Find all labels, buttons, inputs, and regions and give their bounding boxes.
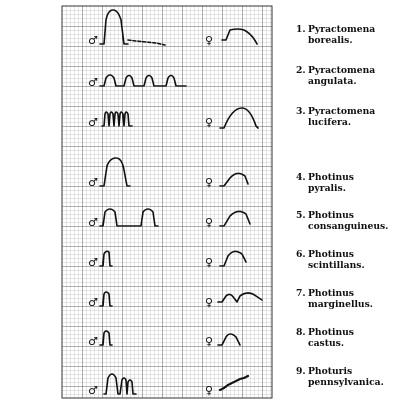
caption-epithet: marginellus. [308, 298, 373, 310]
male-symbol-row-1: ♂ [88, 34, 98, 47]
caption-species-1 [296, 25, 375, 46]
caption-number: 2. [296, 65, 306, 76]
caption-number: 7. [296, 288, 306, 299]
caption-epithet: castus. [308, 337, 345, 349]
caption-epithet: scintillans. [308, 259, 365, 271]
caption-genus: Photinus [308, 249, 354, 260]
caption-genus: Photuris [308, 366, 353, 377]
caption-species-9 [296, 367, 384, 388]
male-symbol-row-4: ♂ [88, 176, 98, 189]
female-symbol-row-5: ♀ [205, 216, 214, 229]
female-symbol-row-4: ♀ [205, 176, 214, 189]
caption-number: 4. [296, 172, 306, 183]
female-symbol-row-7: ♀ [205, 296, 214, 309]
caption-number: 5. [296, 210, 306, 221]
male-symbol-row-5: ♂ [88, 216, 98, 229]
female-symbol-row-1: ♀ [205, 34, 214, 47]
male-symbol-row-6: ♂ [88, 256, 98, 269]
caption-genus: Photinus [308, 327, 354, 338]
caption-genus: Pyractomena [308, 24, 376, 35]
caption-number: 8. [296, 327, 306, 338]
caption-epithet: lucifera. [308, 116, 352, 128]
female-symbol-row-6: ♀ [205, 256, 214, 269]
caption-number: 3. [296, 106, 306, 117]
caption-epithet: borealis. [308, 34, 353, 46]
male-symbol-row-2: ♂ [88, 76, 98, 89]
caption-species-6 [296, 250, 365, 271]
female-symbol-row-9: ♀ [205, 384, 214, 397]
male-symbol-row-9: ♂ [88, 384, 98, 397]
caption-number: 1. [296, 24, 306, 35]
caption-epithet: pennsylvanica. [308, 376, 384, 388]
caption-epithet: consanguineus. [308, 220, 389, 232]
male-symbol-row-7: ♂ [88, 296, 98, 309]
caption-genus: Photinus [308, 288, 354, 299]
female-symbol-row-8: ♀ [205, 335, 214, 348]
caption-species-4 [296, 173, 354, 194]
caption-epithet: pyralis. [308, 182, 346, 194]
caption-genus: Photinus [308, 210, 354, 221]
caption-species-5 [296, 211, 388, 232]
caption-number: 6. [296, 249, 306, 260]
caption-number: 9. [296, 366, 306, 377]
male-symbol-row-3: ♂ [88, 116, 98, 129]
caption-species-2 [296, 66, 375, 87]
caption-genus: Pyractomena [308, 65, 376, 76]
caption-species-8 [296, 328, 354, 349]
male-symbol-row-8: ♂ [88, 335, 98, 348]
caption-genus: Pyractomena [308, 106, 376, 117]
caption-genus: Photinus [308, 172, 354, 183]
caption-epithet: angulata. [308, 75, 357, 87]
caption-species-7 [296, 289, 373, 310]
caption-species-3 [296, 107, 375, 128]
female-symbol-row-3: ♀ [205, 116, 214, 129]
